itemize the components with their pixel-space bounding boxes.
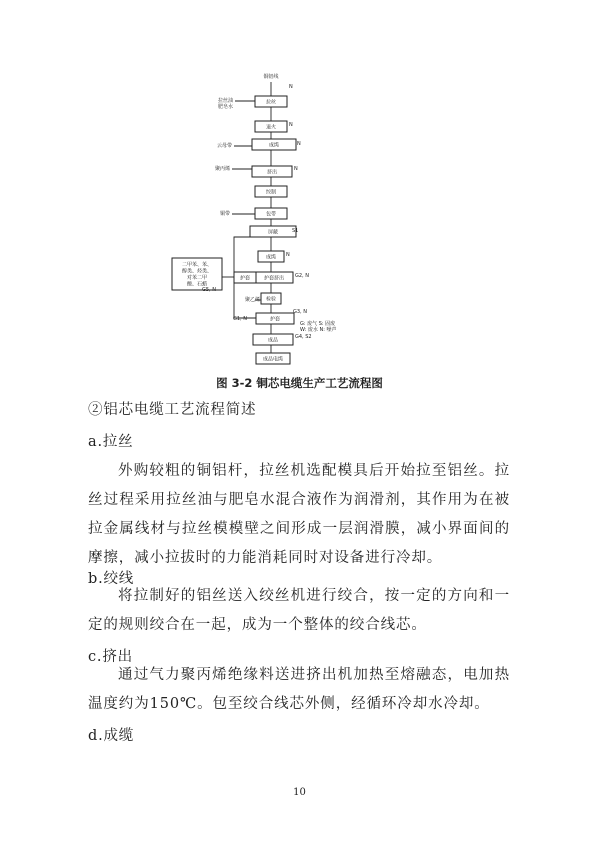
process-step-label: 退火 — [265, 124, 277, 131]
process-step-label: 拉丝 — [265, 99, 277, 106]
process-step-label: 挤出 — [266, 169, 278, 176]
paragraph-drawing: 外购较粗的铜铝杆，拉丝机选配模具后开始拉至铝丝。拉丝过程采用拉丝油与肥皂水混合液作为润滑剂，其作用为在被拉金属线材与拉丝模模壁之间形成一层润滑膜，减小界面间的摩擦，减小拉拔时的力能消耗同时对设备进行冷却。 — [88, 463, 510, 566]
pollutant-box-line: 对苯二甲 — [186, 275, 208, 281]
pollutant-box-line: 酸、石蜡 — [186, 281, 208, 288]
paragraph-extrusion: 通过气力聚丙烯绝缘料送进挤出机加热至熔融态，电加热温度约为150℃。包至绞合线芯外侧，经循环冷却水冷却。 — [88, 667, 510, 712]
process-step-label: 检验 — [265, 296, 277, 303]
process-step-label: 护套 — [269, 316, 281, 323]
pollutant-box-line: 二甲苯、苯、 — [181, 262, 213, 268]
process-flowchart — [160, 60, 440, 378]
material-input-label: 拉丝油 — [217, 98, 233, 104]
subsection-title-drawing: a.拉丝 — [88, 434, 134, 450]
legend-line: W: 废水 N: 噪声 — [300, 327, 337, 333]
emission-annotation: N — [286, 252, 290, 258]
material-input-label: 肥皂水 — [217, 104, 233, 110]
process-step-label: 成品电缆 — [262, 356, 284, 363]
process-step-label: 护套挤出 — [263, 275, 285, 282]
emission-annotation: N — [294, 166, 298, 172]
legend-line: G: 废气 S: 固废 — [300, 321, 336, 327]
material-input-label: 铜铝线 — [263, 74, 279, 80]
process-step-label: 成缆 — [265, 254, 277, 261]
subsection-title-stranding: b.绞线 — [88, 571, 135, 587]
emission-annotation: G2, N — [295, 273, 309, 279]
process-step-label: 成缆 — [268, 142, 280, 149]
emission-annotation: G5, N — [202, 287, 216, 293]
process-step-label: 成品 — [267, 337, 279, 344]
emission-annotation: G1, N — [233, 316, 247, 322]
emission-annotation: N — [289, 84, 293, 90]
emission-annotation: S1 — [292, 228, 299, 234]
material-input-label: 铜带 — [219, 211, 230, 217]
branch-box-label: 护套 — [239, 275, 251, 282]
figure-caption: 图 3-2 铜芯电缆生产工艺流程图 — [216, 376, 383, 390]
material-input-label: 云母带 — [216, 143, 232, 149]
flowchart-svg — [160, 60, 440, 378]
emission-annotation: N — [289, 122, 293, 128]
emission-annotation: G3, N — [293, 309, 307, 315]
pollutant-box-line: 醇类、烃类、 — [181, 268, 213, 275]
process-step-label: 屏蔽 — [267, 229, 279, 236]
section-heading: ②铝芯电缆工艺流程简述 — [88, 402, 257, 418]
material-input-label: 聚丙烯 — [214, 166, 230, 172]
emission-annotation: N — [297, 141, 301, 147]
process-step-label: 绞制 — [265, 189, 277, 196]
emission-annotation: G4, S2 — [295, 334, 312, 340]
page-number: 10 — [293, 787, 306, 798]
paragraph-stranding: 将拉制好的铝丝送入绞丝机进行绞合，按一定的方向和一定的规则绞合在一起，成为一个整体的绞合线芯。 — [88, 588, 510, 633]
subsection-title-cabling: d.成缆 — [88, 728, 135, 744]
material-input-label: 聚乙烯 — [244, 297, 260, 303]
subsection-title-extrusion: c.挤出 — [88, 649, 133, 665]
process-step-label: 包带 — [265, 211, 277, 218]
